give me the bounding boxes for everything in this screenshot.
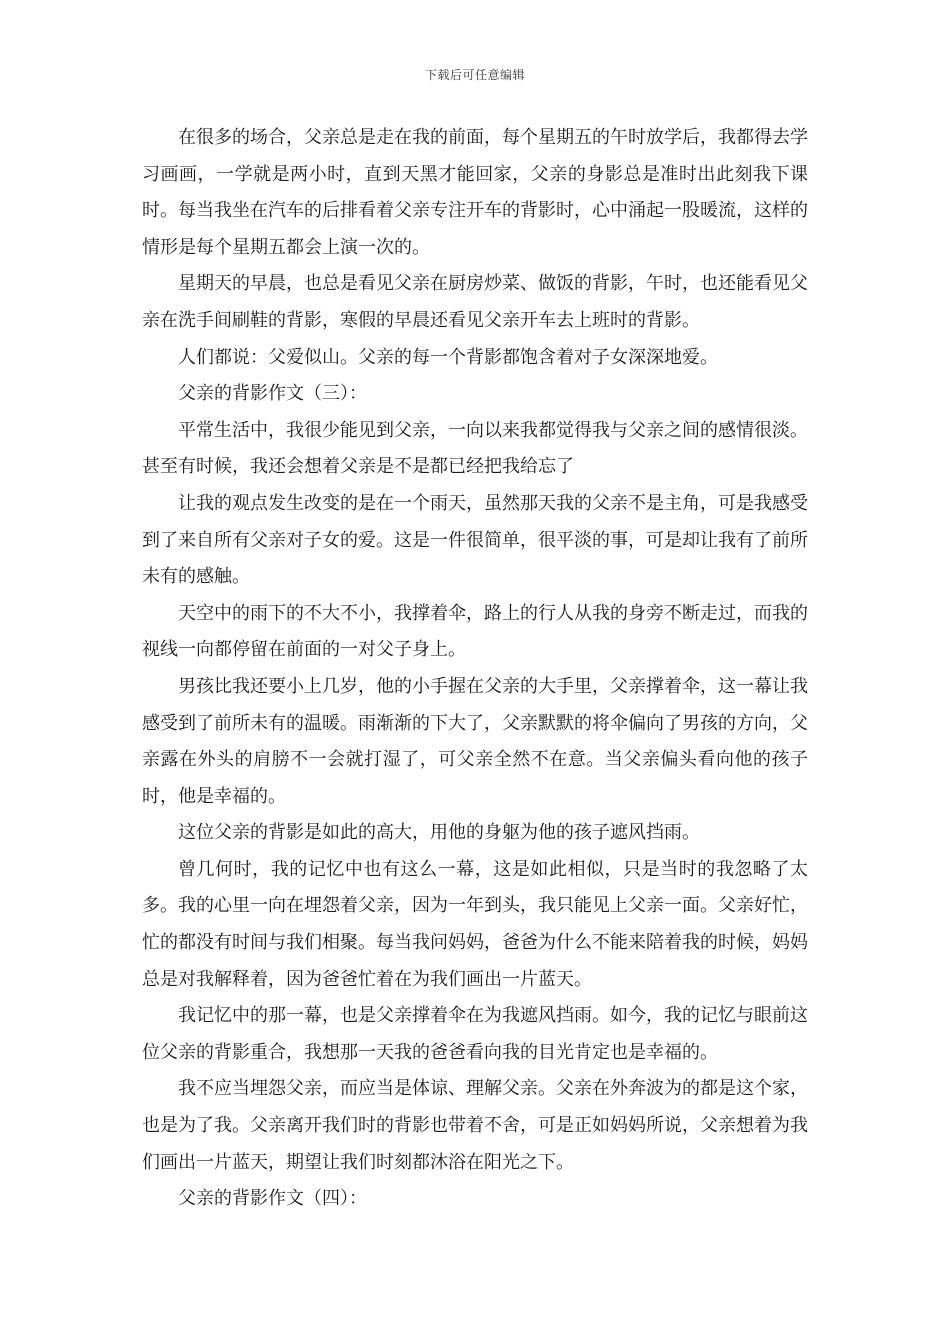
paragraph: 在很多的场合，父亲总是走在我的前面，每个星期五的午时放学后，我都得去学习画画，一学就是两小时，直到天黑才能回家，父亲的身影总是准时出此刻我下课时。每当我坐在汽车的后排看着父亲专注开车的背影时，心中涌起一股暖流，这样的情形是每个星期五都会上演一次的。: [142, 127, 808, 258]
paragraph: 我不应当埋怨父亲，而应当是体谅、理解父亲。父亲在外奔波为的都是这个家，也是为了我。父亲离开我们时的背影也带着不舍，可是正如妈妈所说，父亲想着为我们画出一片蓝天，期望让我们时刻都沐浴在阳光之下。: [142, 1078, 808, 1173]
paragraph: 天空中的雨下的不大不小，我撑着伞，路上的行人从我的身旁不断走过，而我的视线一向都停留在前面的一对父子身上。: [142, 602, 808, 661]
paragraph: 这位父亲的背影是如此的高大，用他的身躯为他的孩子遮风挡雨。: [178, 822, 700, 844]
section-heading: 父亲的背影作文（四）：: [178, 1188, 367, 1210]
section-heading: 父亲的背影作文（三）：: [178, 383, 367, 405]
paragraph: 平常生活中，我很少能见到父亲，一向以来我都觉得我与父亲之间的感情很淡。甚至有时候，我还会想着父亲是不是都已经把我给忘了: [142, 419, 808, 478]
paragraph: 曾几何时，我的记忆中也有这么一幕，这是如此相似，只是当时的我忽略了太多。我的心里一向在埋怨着父亲，因为一年到头，我只能见上父亲一面。父亲好忙，忙的都没有时间与我们相聚。每当我问妈妈，爸爸为什么不能来陪着我的时候，妈妈总是对我解释着，因为爸爸忙着在为我们画出一片蓝天。: [142, 858, 808, 990]
paragraph: 男孩比我还要小上几岁，他的小手握在父亲的大手里，父亲撑着伞，这一幕让我感受到了前所未有的温暖。雨渐渐的下大了，父亲默默的将伞偏向了男孩的方向，父亲露在外头的肩膀不一会就打湿了，可父亲全然不在意。当父亲偏头看向他的孩子时，他是幸福的。: [142, 675, 808, 807]
document-body: [142, 120, 808, 1218]
paragraph: 我记忆中的那一幕，也是父亲撑着伞在为我遮风挡雨。如今，我的记忆与眼前这位父亲的背影重合，我想那一天我的爸爸看向我的目光肯定也是幸福的。: [142, 1005, 808, 1063]
paragraph: 星期天的早晨，也总是看见父亲在厨房炒菜、做饭的背影，午时，也还能看见父亲在洗手间刷鞋的背影，寒假的早晨还看见父亲开车去上班时的背影。: [142, 273, 808, 331]
page-header: 下载后可任意编辑: [424, 68, 525, 82]
paragraph: 人们都说：父爱似山。父亲的每一个背影都饱含着对子女深深地爱。: [178, 346, 718, 368]
paragraph: 让我的观点发生改变的是在一个雨天，虽然那天我的父亲不是主角，可是我感受到了来自所有父亲对子女的爱。这是一件很简单，很平淡的事，可是却让我有了前所未有的感触。: [142, 492, 808, 588]
